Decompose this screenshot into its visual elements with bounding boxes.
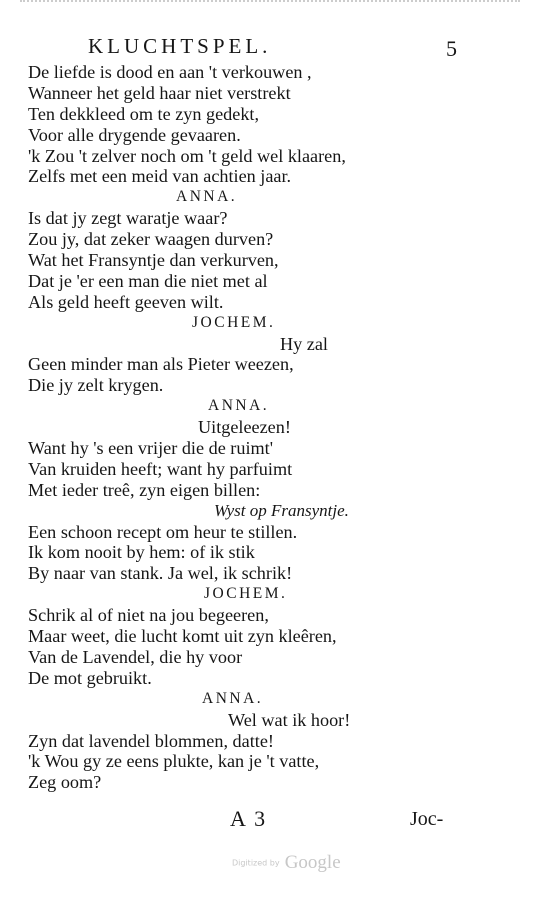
page-top-edge bbox=[20, 0, 520, 10]
verse-line: Wel wat ik hoor! bbox=[228, 709, 351, 730]
verse-line: Is dat jy zegt waratje waar? bbox=[28, 208, 228, 229]
verse-line: Wat het Fransyntje dan verkurven, bbox=[28, 250, 279, 271]
verse-line: Die jy zelt krygen. bbox=[28, 375, 164, 396]
speaker-name: ANNA. bbox=[208, 397, 270, 415]
stage-direction: Wyst op Fransyntje. bbox=[214, 500, 349, 520]
verse-line: 'k Zou 't zelver noch om 't geld wel klaaren, bbox=[28, 145, 346, 166]
page-number: 5 bbox=[446, 36, 457, 61]
verse-line: Maar weet, die lucht komt uit zyn kleêren, bbox=[28, 626, 337, 647]
verse-line: Met ieder treê, zyn eigen billen: bbox=[28, 479, 261, 500]
verse-line: Schrik al of niet na jou begeeren, bbox=[28, 605, 269, 626]
verse-line: Voor alle drygende gevaaren. bbox=[28, 124, 241, 145]
page-footer bbox=[0, 806, 543, 836]
verse-line: Wanneer het geld haar niet verstrekt bbox=[28, 82, 291, 103]
speaker-name: ANNA. bbox=[176, 188, 238, 206]
watermark-digitized-by: Digitized by bbox=[232, 858, 280, 868]
verse-line: Ik kom nooit by hem: of ik stik bbox=[28, 542, 255, 563]
verse-line: Als geld heeft geeven wilt. bbox=[28, 291, 224, 312]
verse-line: Zeg oom? bbox=[28, 772, 102, 793]
verse-line: By naar van stank. Ja wel, ik schrik! bbox=[28, 563, 293, 584]
verse-line: De liefde is dood en aan 't verkouwen , bbox=[28, 62, 312, 82]
verse-line: Uitgeleezen! bbox=[198, 417, 291, 438]
digitized-watermark bbox=[232, 852, 362, 878]
verse-line: Een schoon recept om heur te stillen. bbox=[28, 521, 298, 542]
speaker-name: ANNA. bbox=[202, 689, 264, 707]
speaker-name: JOCHEM. bbox=[204, 585, 288, 603]
verse-line: Dat je 'er een man die niet met al bbox=[28, 270, 268, 291]
verse-line: Hy zal bbox=[280, 333, 328, 354]
catchword: Joc- bbox=[410, 808, 444, 830]
play-text bbox=[28, 62, 528, 793]
verse-line: Van kruiden heeft; want hy parfuimt bbox=[28, 458, 293, 479]
verse-line: Zyn dat lavendel blommen, datte! bbox=[28, 730, 274, 751]
watermark-logo: Google bbox=[284, 852, 341, 873]
page-header bbox=[0, 34, 543, 64]
verse-line: De mot gebruikt. bbox=[28, 667, 152, 688]
running-title: KLUCHTSPEL. bbox=[88, 34, 272, 58]
verse-line: Zou jy, dat zeker waagen durven? bbox=[28, 229, 274, 250]
signature-mark: A 3 bbox=[230, 806, 268, 831]
speaker-name: JOCHEM. bbox=[192, 313, 276, 331]
verse-line: Geen minder man als Pieter weezen, bbox=[28, 354, 294, 375]
verse-line: Want hy 's een vrijer die de ruimt' bbox=[28, 438, 273, 459]
verse-line: 'k Wou gy ze eens plukte, kan je 't vatte, bbox=[28, 751, 320, 772]
verse-line: Ten dekkleed om te zyn gedekt, bbox=[28, 103, 260, 124]
verse-line: Van de Lavendel, die hy voor bbox=[28, 646, 243, 667]
verse-line: Zelfs met een meid van achtien jaar. bbox=[28, 166, 292, 187]
